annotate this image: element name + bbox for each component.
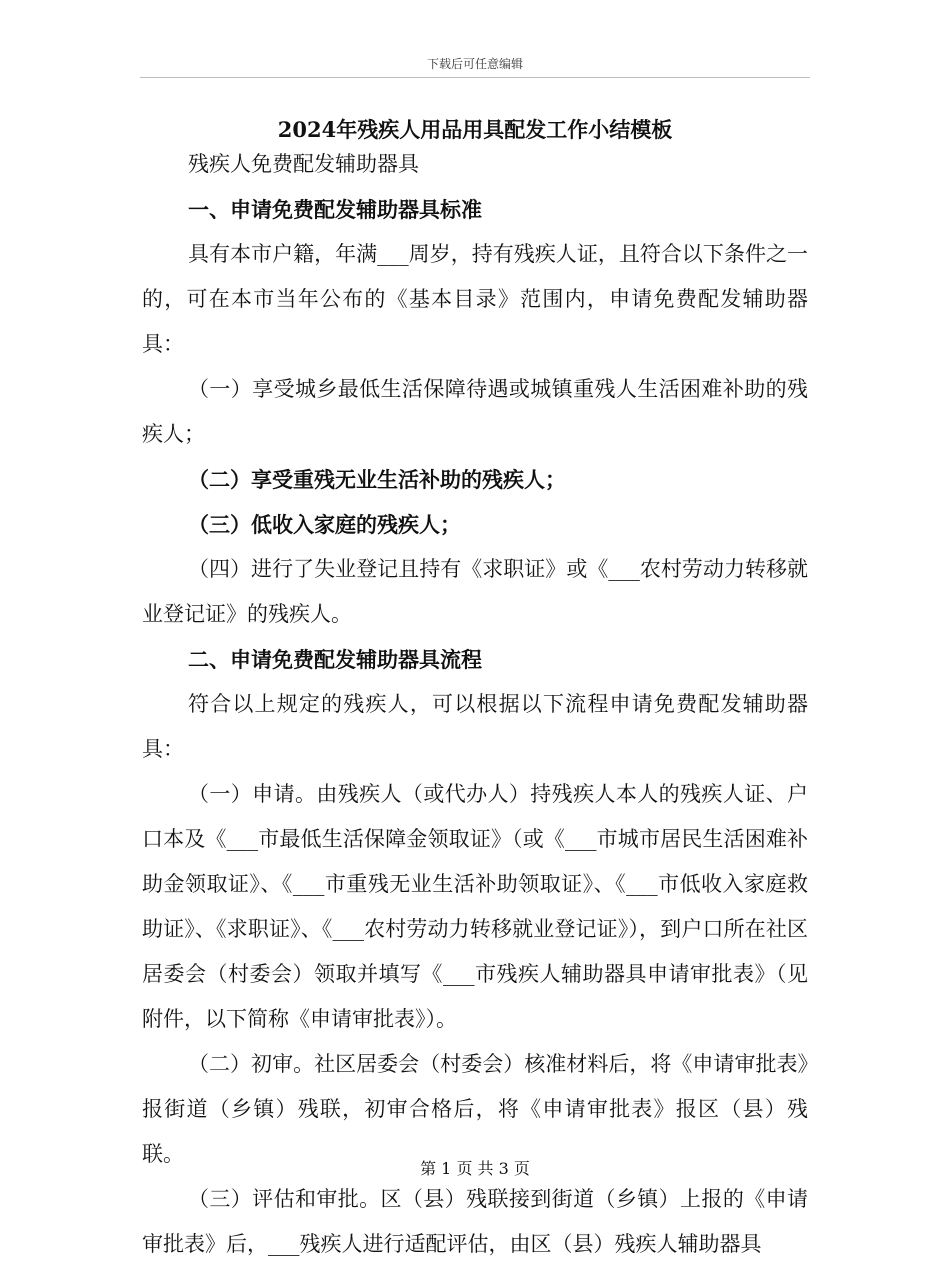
section-heading-process: 二、申请免费配发辅助器具流程	[188, 647, 482, 672]
header-note: 下载后可任意编辑	[426, 57, 523, 71]
paragraph-process-intro: 符合以上规定的残疾人，可以根据以下流程申请免费配发辅助器具：	[142, 692, 808, 761]
page-number: 第 1 页 共 3 页	[420, 1159, 530, 1178]
header-divider	[140, 77, 810, 78]
list-item-condition-2: （二）享受重残无业生活补助的残疾人；	[188, 467, 566, 492]
process-step-assess: （三）评估和审批。区（县）残联接到街道（乡镇）上报的《申请审批表》后，___残疾人进行适配评估，由区（县）残疾人辅助器具	[142, 1187, 808, 1256]
list-item-condition-4: （四）进行了失业登记且持有《求职证》或《___农村劳动力转移就业登记证》的残疾人。	[142, 557, 808, 626]
paragraph-intro: 残疾人免费配发辅助器具	[188, 152, 419, 176]
paragraph-standard: 具有本市户籍，年满___周岁，持有残疾人证，且符合以下条件之一的，可在本市当年公布的《基本目录》范围内，申请免费配发辅助器具：	[142, 242, 808, 356]
document-title: 2024年残疾人用品用具配发工作小结模板	[277, 117, 673, 142]
list-item-condition-1: （一）享受城乡最低生活保障待遇或城镇重残人生活困难补助的残疾人；	[142, 377, 808, 446]
document-body	[142, 142, 808, 1267]
list-item-condition-3: （三）低收入家庭的残疾人；	[188, 512, 461, 537]
process-step-review: （二）初审。社区居委会（村委会）核准材料后，将《申请审批表》报街道（乡镇）残联，初审合格后，将《申请审批表》报区（县）残联。	[142, 1052, 808, 1166]
section-heading-standard: 一、申请免费配发辅助器具标准	[188, 197, 482, 222]
process-step-apply: （一）申请。由残疾人（或代办人）持残疾人本人的残疾人证、户口本及《___市最低生活保障金领取证》（或《___市城市居民生活困难补助金领取证》、《___市重残无业生活补助领取证》、《___市低收入家庭救助证》、《求职证》、《___农村劳动力转移就业登记证》），到户口所在社区居委会（村委会）领取并填写《___市残疾人辅助器具申请审批表》（见附件，以下简称《申请审批表》）。	[142, 782, 808, 1031]
